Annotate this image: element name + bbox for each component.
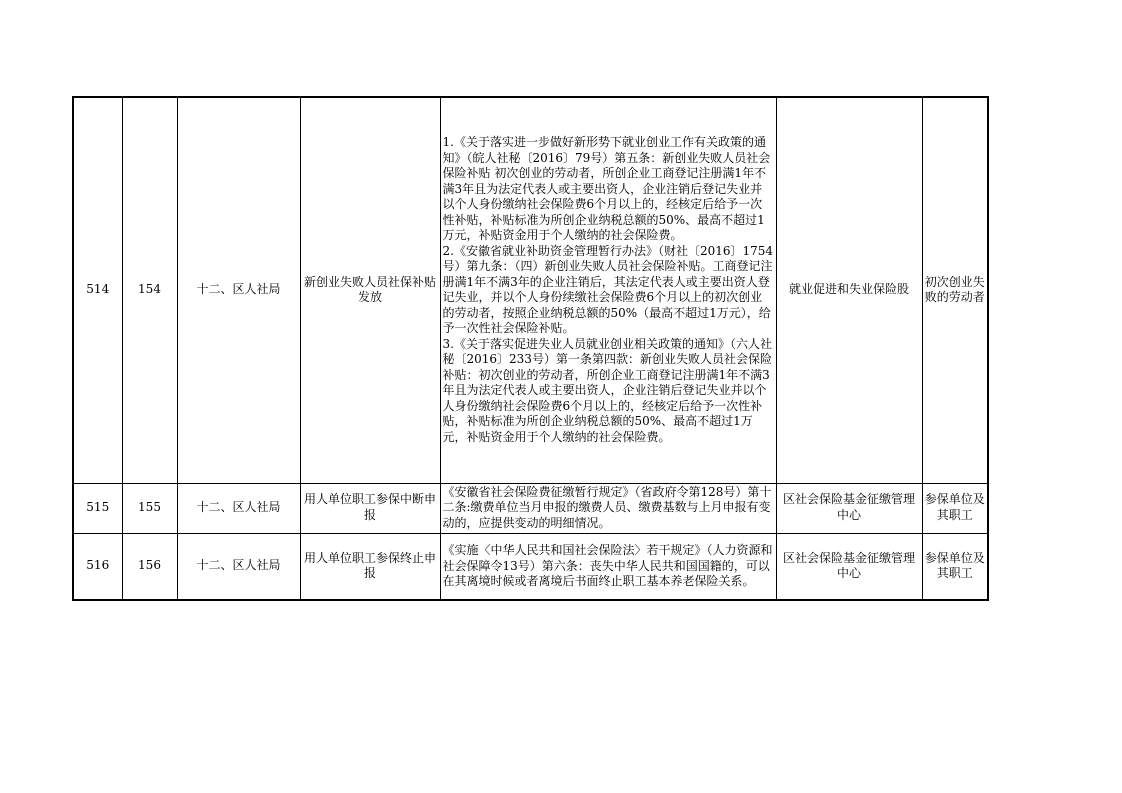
item-name-cell: 用人单位职工参保终止申报 [300, 533, 440, 600]
table-row [73, 97, 988, 483]
row-number-cell: 155 [122, 483, 177, 533]
legal-basis-cell: 《实施〈中华人民共和国社会保险法〉若干规定》（人力资源和社会保障令13号）第六条：丧失中华人民共和国国籍的，可以在其离境时候或者离境后书面终止职工基本养老保险关系。 [440, 533, 776, 600]
department-cell: 十二、区人社局 [177, 97, 300, 483]
table-row [73, 533, 988, 600]
department-cell: 十二、区人社局 [177, 533, 300, 600]
row-seq-cell: 514 [73, 97, 122, 483]
legal-basis-cell: 《安徽省社会保险费征缴暂行规定》（省政府令第128号）第十二条:缴费单位当月申报的缴费人员、缴费基数与上月申报有变动的，应提供变动的明细情况。 [440, 483, 776, 533]
responsible-unit-cell: 区社会保险基金征缴管理中心 [776, 483, 922, 533]
service-target-cell: 参保单位及其职工 [922, 483, 988, 533]
service-target-cell: 初次创业失败的劳动者 [922, 97, 988, 483]
policy-table [72, 96, 989, 601]
responsible-unit-cell: 就业促进和失业保险股 [776, 97, 922, 483]
service-target-cell: 参保单位及其职工 [922, 533, 988, 600]
legal-basis-cell: 1.《关于落实进一步做好新形势下就业创业工作有关政策的通知》（皖人社秘〔2016〕79号）第五条：新创业失败人员社会保险补贴 初次创业的劳动者，所创企业工商登记注册满1年不满3年且为法定代表人或主要出资人，企业注销后登记失业并以个人身份缴纳社会保险费6个月以上的，经核定后给予一次性补贴，补贴标准为所创企业纳税总额的50%、最高不超过1万元，补贴资金用于个人缴纳的社会保险费。 2.《安徽省就业补助资金管理暂行办法》（财社〔2016〕1754号）第九条：（四）新创业失败人员社会保险补贴。工商登记注册满1年不满3年的企业注销后，其法定代表人或主要出资人登记失业，并以个人身份续缴社会保险费6个月以上的初次创业的劳动者，按照企业纳税总额的50%（最高不超过1万元），给予一次性社会保险补贴。 3.《关于落实促进失业人员就业创业相关政策的通知》（六人社秘〔2016〕233号）第一条第四款：新创业失败人员社会保险补贴：初次创业的劳动者，所创企业工商登记注册满1年不满3年且为法定代表人或主要出资人，企业注销后登记失业并以个人身份缴纳社会保险费6个月以上的，经核定后给予一次性补贴，补贴标准为所创企业纳税总额的50%、最高不超过1万元，补贴资金用于个人缴纳的社会保险费。 [440, 97, 776, 483]
responsible-unit-cell: 区社会保险基金征缴管理中心 [776, 533, 922, 600]
table-row [73, 483, 988, 533]
row-seq-cell: 515 [73, 483, 122, 533]
item-name-cell: 用人单位职工参保中断申报 [300, 483, 440, 533]
row-number-cell: 154 [122, 97, 177, 483]
department-cell: 十二、区人社局 [177, 483, 300, 533]
item-name-cell: 新创业失败人员社保补贴发放 [300, 97, 440, 483]
row-number-cell: 156 [122, 533, 177, 600]
row-seq-cell: 516 [73, 533, 122, 600]
